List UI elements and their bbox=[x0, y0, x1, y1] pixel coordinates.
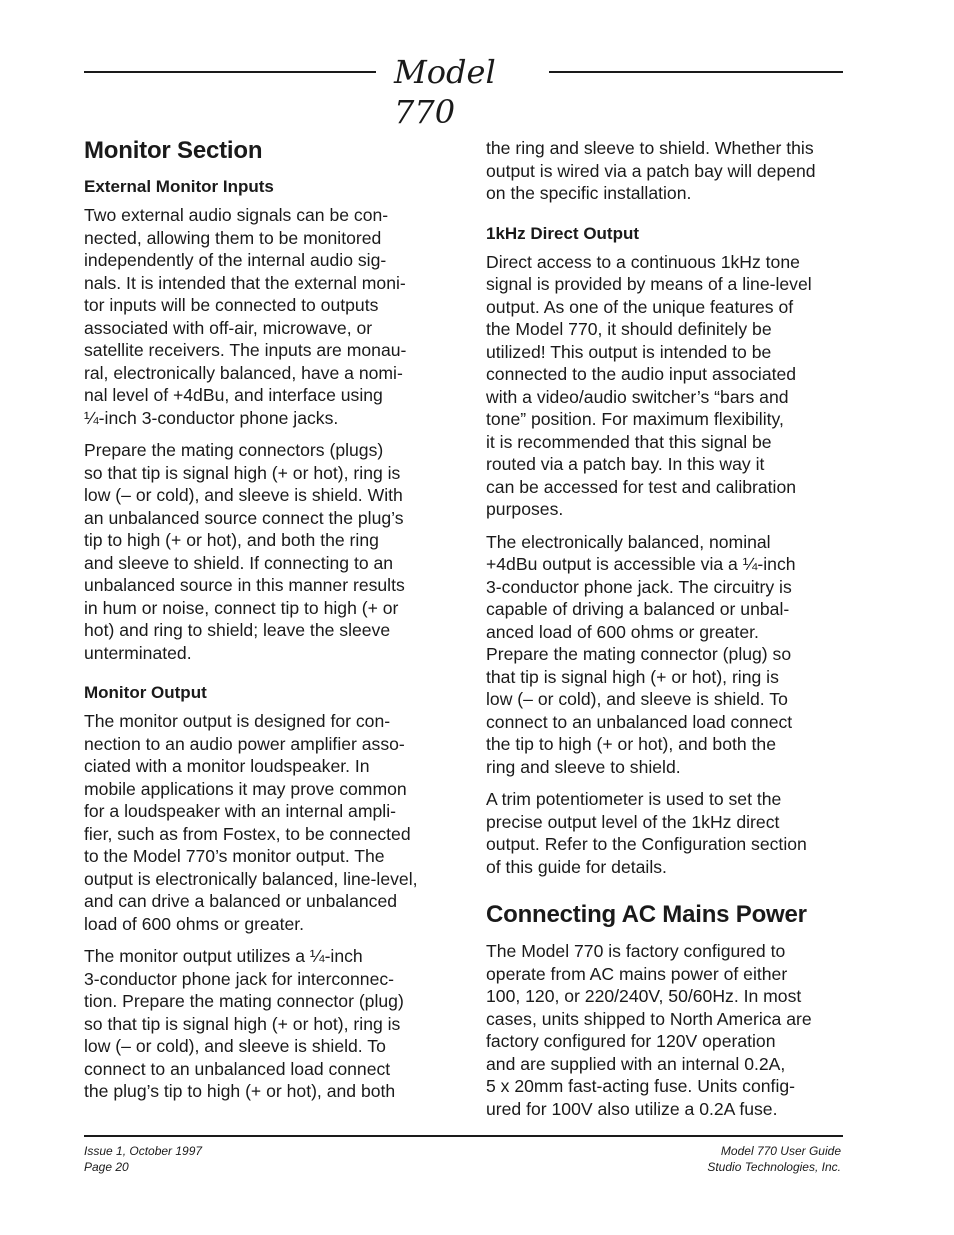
header-rule-right bbox=[549, 71, 843, 73]
footer-issue: Issue 1, October 1997 bbox=[84, 1144, 203, 1158]
ac-mains-power-paragraph: The Model 770 is factory configured to operate from AC mains power of either 100, 120, or 220/240V, 50/60Hz. In most cases, units shipped to North America are factory configured for 120V operation and are supplied with an internal 0.2A, 5 x 20mm fast-acting fuse. Units config- ured for 100V also utilize a 0.2A fuse. bbox=[486, 941, 812, 1119]
left-column bbox=[84, 136, 444, 1113]
footer-left bbox=[84, 1144, 202, 1175]
footer-right bbox=[707, 1144, 841, 1175]
ac-mains-power-heading: Connecting AC Mains Power bbox=[486, 901, 807, 928]
direct-output-paragraph-1: Direct access to a continuous 1kHz tone signal is provided by means of a line-level output. As one of the unique features of the Model 770, it should definitely be utilized! This output is intended to be connected to the audio input associated with a video/audio switcher’s “bars and tone” position. For maximum flexibility, it is recommended that this signal be routed via a patch bay. In this way it can be accessed for test and calibration purposes. bbox=[486, 251, 812, 519]
footer-guide-title: Model 770 User Guide bbox=[720, 1144, 841, 1158]
page-header-title: Model 770 bbox=[394, 53, 496, 131]
footer-company: Studio Technologies, Inc. bbox=[707, 1159, 841, 1174]
monitor-section-heading: Monitor Section bbox=[84, 137, 263, 164]
direct-output-paragraph-3: A trim potentiometer is used to set the precise output level of the 1kHz direct output. Refer to the Configuration section of this guide for details. bbox=[486, 789, 807, 877]
external-inputs-paragraph-2: Prepare the mating connectors (plugs) so that tip is signal high (+ or hot), ring is low (– or cold), and sleeve is shield. With an unbalanced source connect the plug’s tip to high (+ or hot), and both the ring and sleeve to shield. If connecting to an unbalanced source in this manner results in hum or noise, connect tip to high (+ or hot) and ring to shield; leave the sleeve unterminated. bbox=[84, 440, 405, 663]
direct-output-heading: 1kHz Direct Output bbox=[486, 223, 640, 243]
footer-page-number: Page 20 bbox=[84, 1159, 129, 1174]
external-inputs-paragraph-1: Two external audio signals can be con- nected, allowing them to be monitored independently of the internal audio sig- nals. It is intended that the external moni- tor inputs will be connected to outputs associated with off-air, microwave, or satellite receivers. The inputs are monau- ral, electronically balanced, have a nomi- nal level of +4dBu, and interface using ¼-inch 3-conductor phone jacks. bbox=[84, 205, 407, 428]
monitor-output-paragraph-1: The monitor output is designed for con- nection to an audio power amplifier asso- ciated with a monitor loudspeaker. In mobile applications it may prove common for a loudspeaker with an internal ampli- fier, such as from Fostex, to be connected to the Model 770’s monitor output. The output is electronically balanced, line-level, and can drive a balanced or unbalanced load of 600 ohms or greater. bbox=[84, 711, 418, 934]
external-monitor-inputs-heading: External Monitor Inputs bbox=[84, 177, 274, 196]
monitor-output-heading: Monitor Output bbox=[84, 683, 207, 702]
monitor-output-continued-paragraph: the ring and sleeve to shield. Whether this output is wired via a patch bay will depend on the specific installation. bbox=[486, 138, 816, 203]
footer-rule bbox=[84, 1135, 843, 1137]
direct-output-paragraph-2: The electronically balanced, nominal +4dBu output is accessible via a ¼-inch 3-conductor phone jack. The circuitry is capable of driving a balanced or unbal- anced load of 600 ohms or greater. Prepare the mating connector (plug) so that tip is signal high (+ or hot), ring is low (– or cold), and sleeve is shield. To connect to an unbalanced load connect the tip to high (+ or hot), and both the ring and sleeve to shield. bbox=[486, 531, 796, 777]
header-rule-left bbox=[84, 71, 376, 73]
monitor-output-paragraph-2: The monitor output utilizes a ¼-inch 3-conductor phone jack for interconnec- tion. Prepare the mating connector (plug) so that tip is signal high (+ or hot), ring is low (– or cold), and sleeve is shield. To connect to an unbalanced load connect the plug’s tip to high (+ or hot), and both bbox=[84, 946, 404, 1101]
right-column bbox=[486, 137, 846, 1130]
